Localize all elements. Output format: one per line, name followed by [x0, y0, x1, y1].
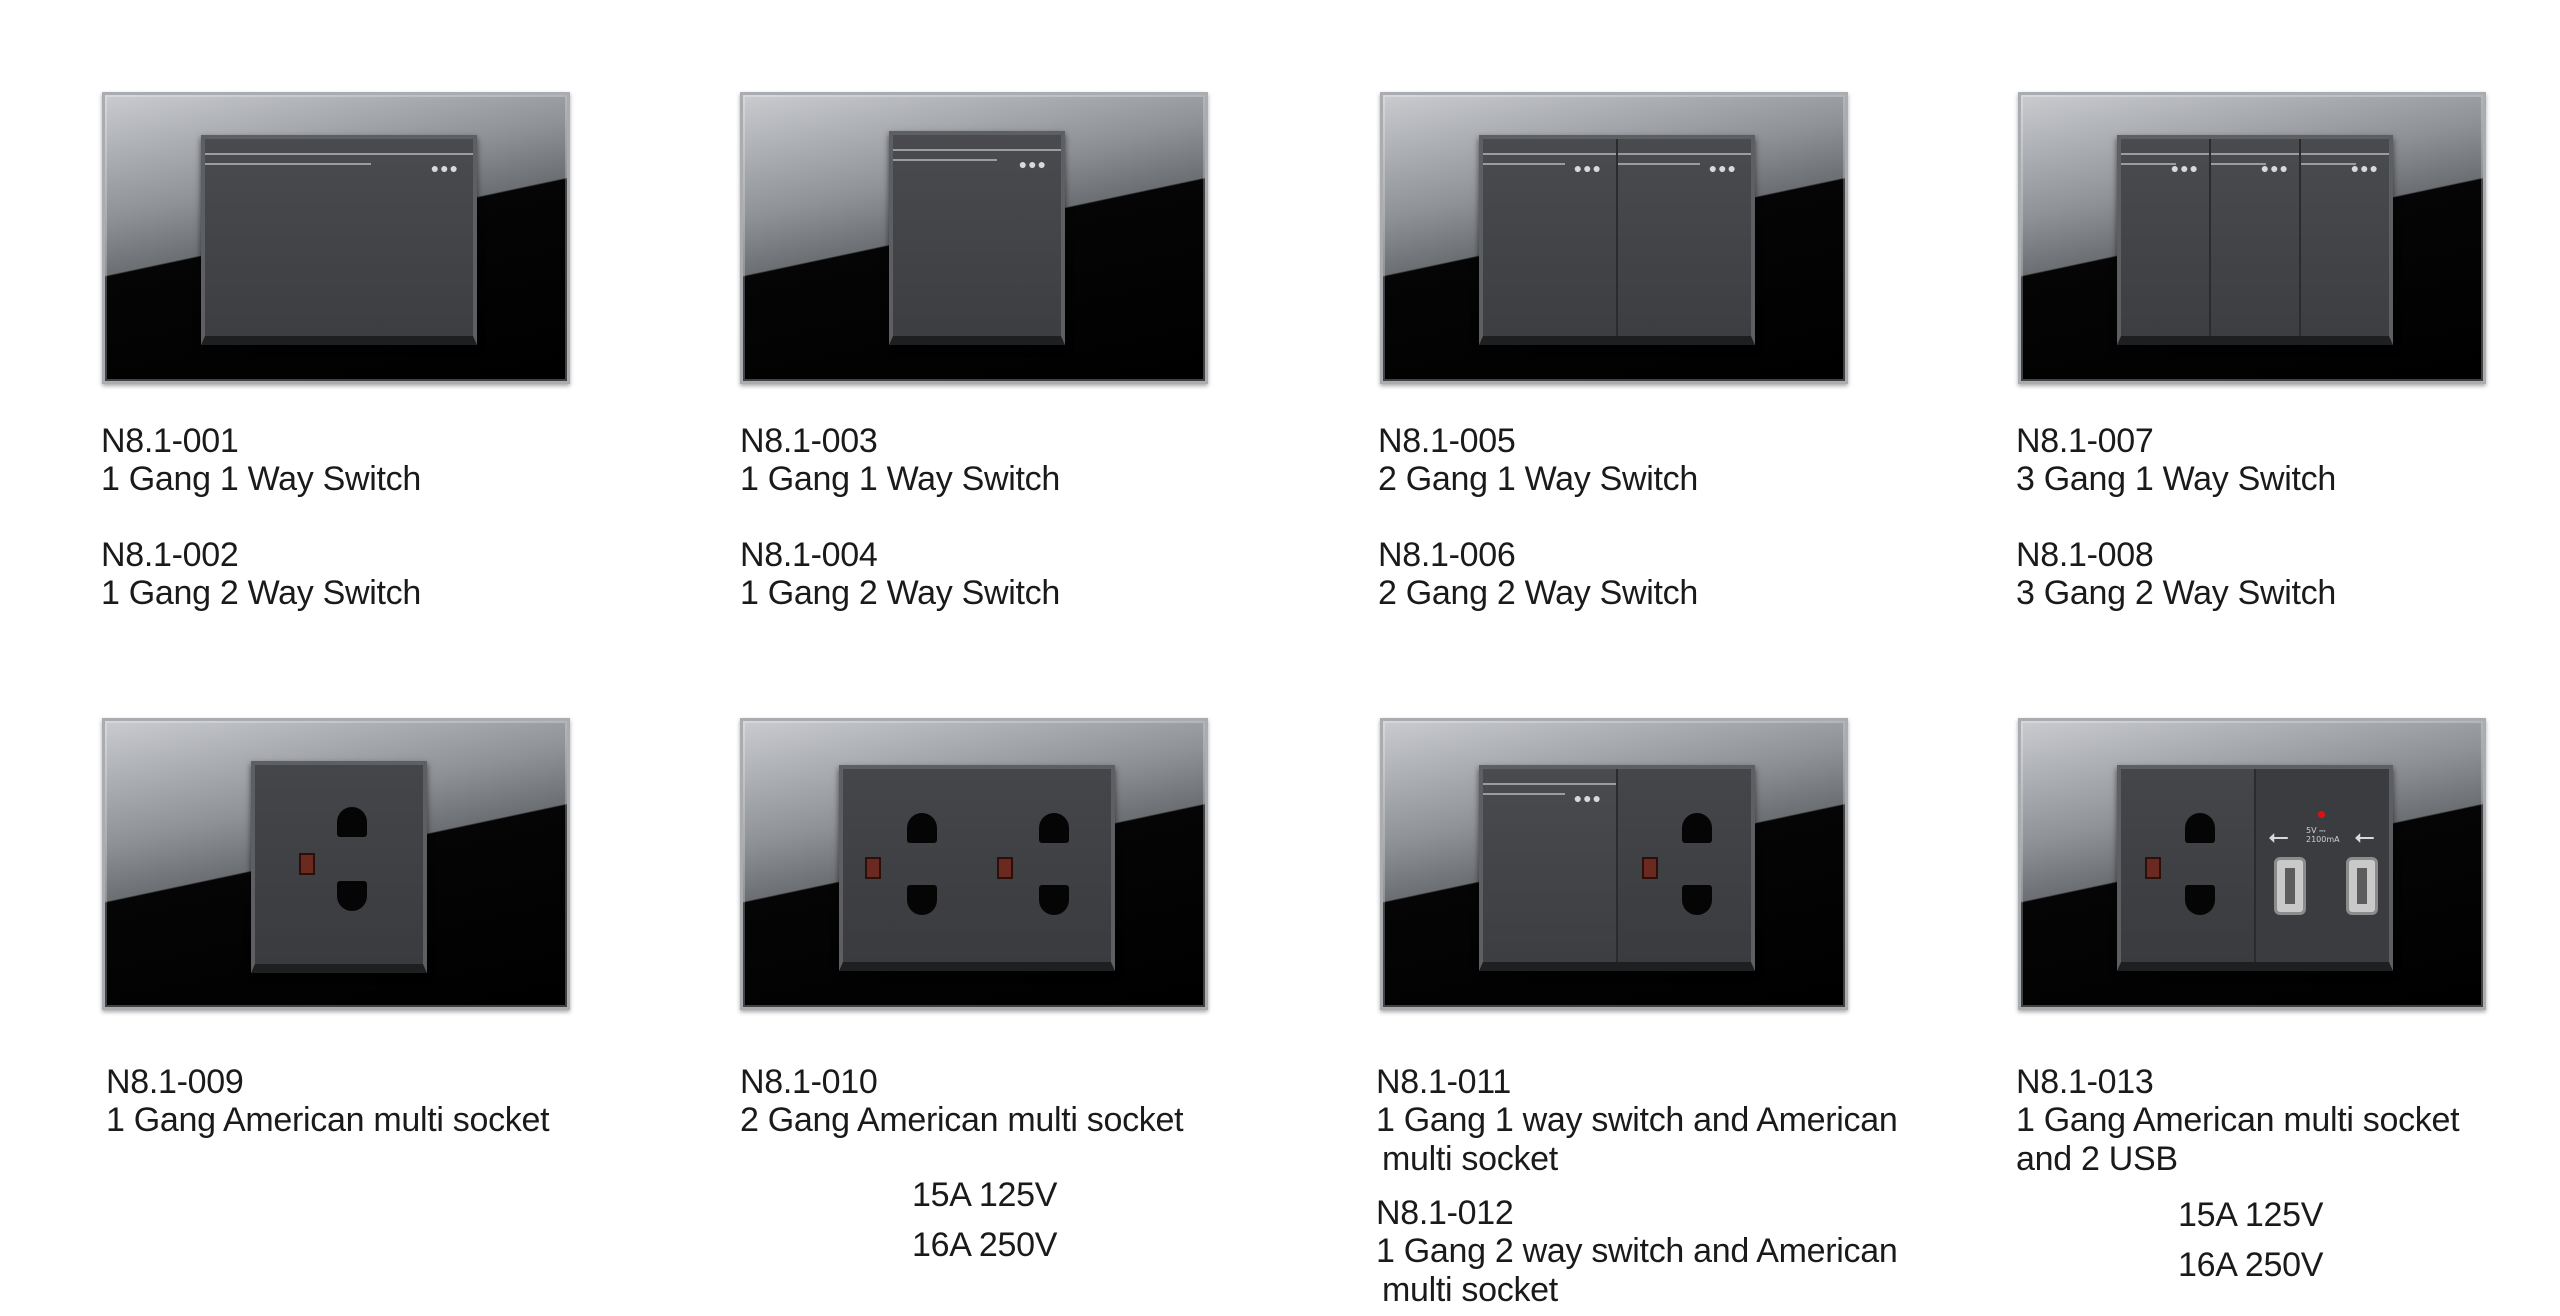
ground-pin-icon — [865, 857, 881, 879]
product-image-n8-1-005 — [1380, 92, 1848, 384]
product-name: 1 Gang 2 Way Switch — [740, 574, 1060, 612]
product-image-n8-1-009 — [102, 718, 570, 1010]
product-image-n8-1-001 — [102, 92, 570, 384]
product-code: N8.1-010 — [740, 1063, 878, 1101]
usb-port — [2274, 857, 2306, 915]
usb-panel — [2254, 769, 2389, 962]
product-code: N8.1-013 — [2016, 1063, 2154, 1101]
socket-pin-icon — [907, 885, 937, 915]
switch-rocker — [893, 135, 1061, 336]
product-code: N8.1-009 — [106, 1063, 244, 1101]
socket-module — [251, 761, 427, 973]
product-code: N8.1-004 — [740, 536, 878, 574]
product-name: and 2 USB — [2016, 1140, 2178, 1178]
switch-module — [201, 135, 477, 345]
switch-rocker — [2301, 139, 2389, 336]
product-name: 1 Gang 2 Way Switch — [101, 574, 421, 612]
product-code: N8.1-002 — [101, 536, 239, 574]
product-name: 2 Gang American multi socket — [740, 1101, 1184, 1139]
product-name: 3 Gang 1 Way Switch — [2016, 460, 2336, 498]
switch-rocker — [205, 139, 473, 336]
switch-module — [2117, 135, 2393, 345]
product-code: N8.1-005 — [1378, 422, 1516, 460]
socket-pin-icon — [2185, 813, 2215, 843]
product-image-n8-1-010 — [740, 718, 1208, 1010]
product-code: N8.1-011 — [1376, 1063, 1511, 1101]
rating-text: 15A 125V — [2178, 1196, 2324, 1234]
product-code: N8.1-003 — [740, 422, 878, 460]
socket-module — [839, 765, 1115, 971]
american-multi-socket — [1618, 769, 1751, 962]
switch-module — [1479, 135, 1755, 345]
indicator-dots-icon: ●●● — [2170, 160, 2199, 176]
product-image-n8-1-013 — [2018, 718, 2486, 1010]
rating-text: 16A 250V — [2178, 1246, 2324, 1284]
product-name: 2 Gang 2 Way Switch — [1378, 574, 1698, 612]
product-name: 1 Gang 1 Way Switch — [740, 460, 1060, 498]
product-code: N8.1-001 — [101, 422, 239, 460]
product-code: N8.1-012 — [1376, 1194, 1514, 1232]
switch-socket-module — [1479, 765, 1755, 971]
usb-rating-label: 5V ⎓ 2100mA — [2306, 826, 2340, 844]
socket-pin-icon — [2185, 885, 2215, 915]
socket-pin-icon — [1039, 885, 1069, 915]
product-name: 1 Gang 1 way switch and American — [1376, 1101, 1898, 1139]
product-code: N8.1-006 — [1378, 536, 1516, 574]
switch-rocker — [2121, 139, 2211, 336]
usb-port — [2346, 857, 2378, 915]
indicator-dots-icon: ●●● — [1018, 156, 1047, 172]
indicator-dots-icon: ●●● — [430, 160, 459, 176]
socket-pin-icon — [1682, 885, 1712, 915]
product-name: 1 Gang American multi socket — [106, 1101, 550, 1139]
product-code: N8.1-007 — [2016, 422, 2154, 460]
led-indicator-icon — [2318, 811, 2325, 818]
usb-icon: ⭠ — [2268, 821, 2289, 851]
product-code: N8.1-008 — [2016, 536, 2154, 574]
socket-pin-icon — [907, 813, 937, 843]
product-image-n8-1-011 — [1380, 718, 1848, 1010]
ground-pin-icon — [997, 857, 1013, 879]
switch-rocker — [1618, 139, 1751, 336]
product-name: 1 Gang 1 Way Switch — [101, 460, 421, 498]
rating-text: 15A 125V — [912, 1176, 1058, 1214]
socket-usb-module — [2117, 765, 2393, 971]
ground-pin-icon — [1642, 857, 1658, 879]
product-name: 1 Gang American multi socket — [2016, 1101, 2460, 1139]
indicator-dots-icon: ●●● — [2350, 160, 2379, 176]
product-name: 2 Gang 1 Way Switch — [1378, 460, 1698, 498]
usb-icon: ⭠ — [2354, 821, 2375, 851]
socket-pin-icon — [1039, 813, 1069, 843]
rating-text: 16A 250V — [912, 1226, 1058, 1264]
product-image-n8-1-007 — [2018, 92, 2486, 384]
american-multi-socket — [2121, 769, 2254, 962]
indicator-dots-icon: ●●● — [1573, 160, 1602, 176]
indicator-dots-icon: ●●● — [1708, 160, 1737, 176]
american-multi-socket — [843, 769, 1111, 962]
socket-pin-icon — [1682, 813, 1712, 843]
switch-rocker — [1483, 769, 1618, 962]
switch-rocker — [2211, 139, 2301, 336]
switch-module — [889, 131, 1065, 345]
product-name: 3 Gang 2 Way Switch — [2016, 574, 2336, 612]
indicator-dots-icon: ●●● — [2260, 160, 2289, 176]
indicator-dots-icon: ●●● — [1573, 790, 1602, 806]
socket-pin-icon — [337, 881, 367, 911]
switch-rocker — [1483, 139, 1618, 336]
ground-pin-icon — [2145, 857, 2161, 879]
ground-pin-icon — [299, 853, 315, 875]
socket-pin-icon — [337, 807, 367, 837]
product-name: multi socket — [1382, 1140, 1558, 1178]
product-name: multi socket — [1382, 1271, 1558, 1309]
american-multi-socket — [255, 765, 423, 964]
product-image-n8-1-003 — [740, 92, 1208, 384]
product-name: 1 Gang 2 way switch and American — [1376, 1232, 1898, 1270]
